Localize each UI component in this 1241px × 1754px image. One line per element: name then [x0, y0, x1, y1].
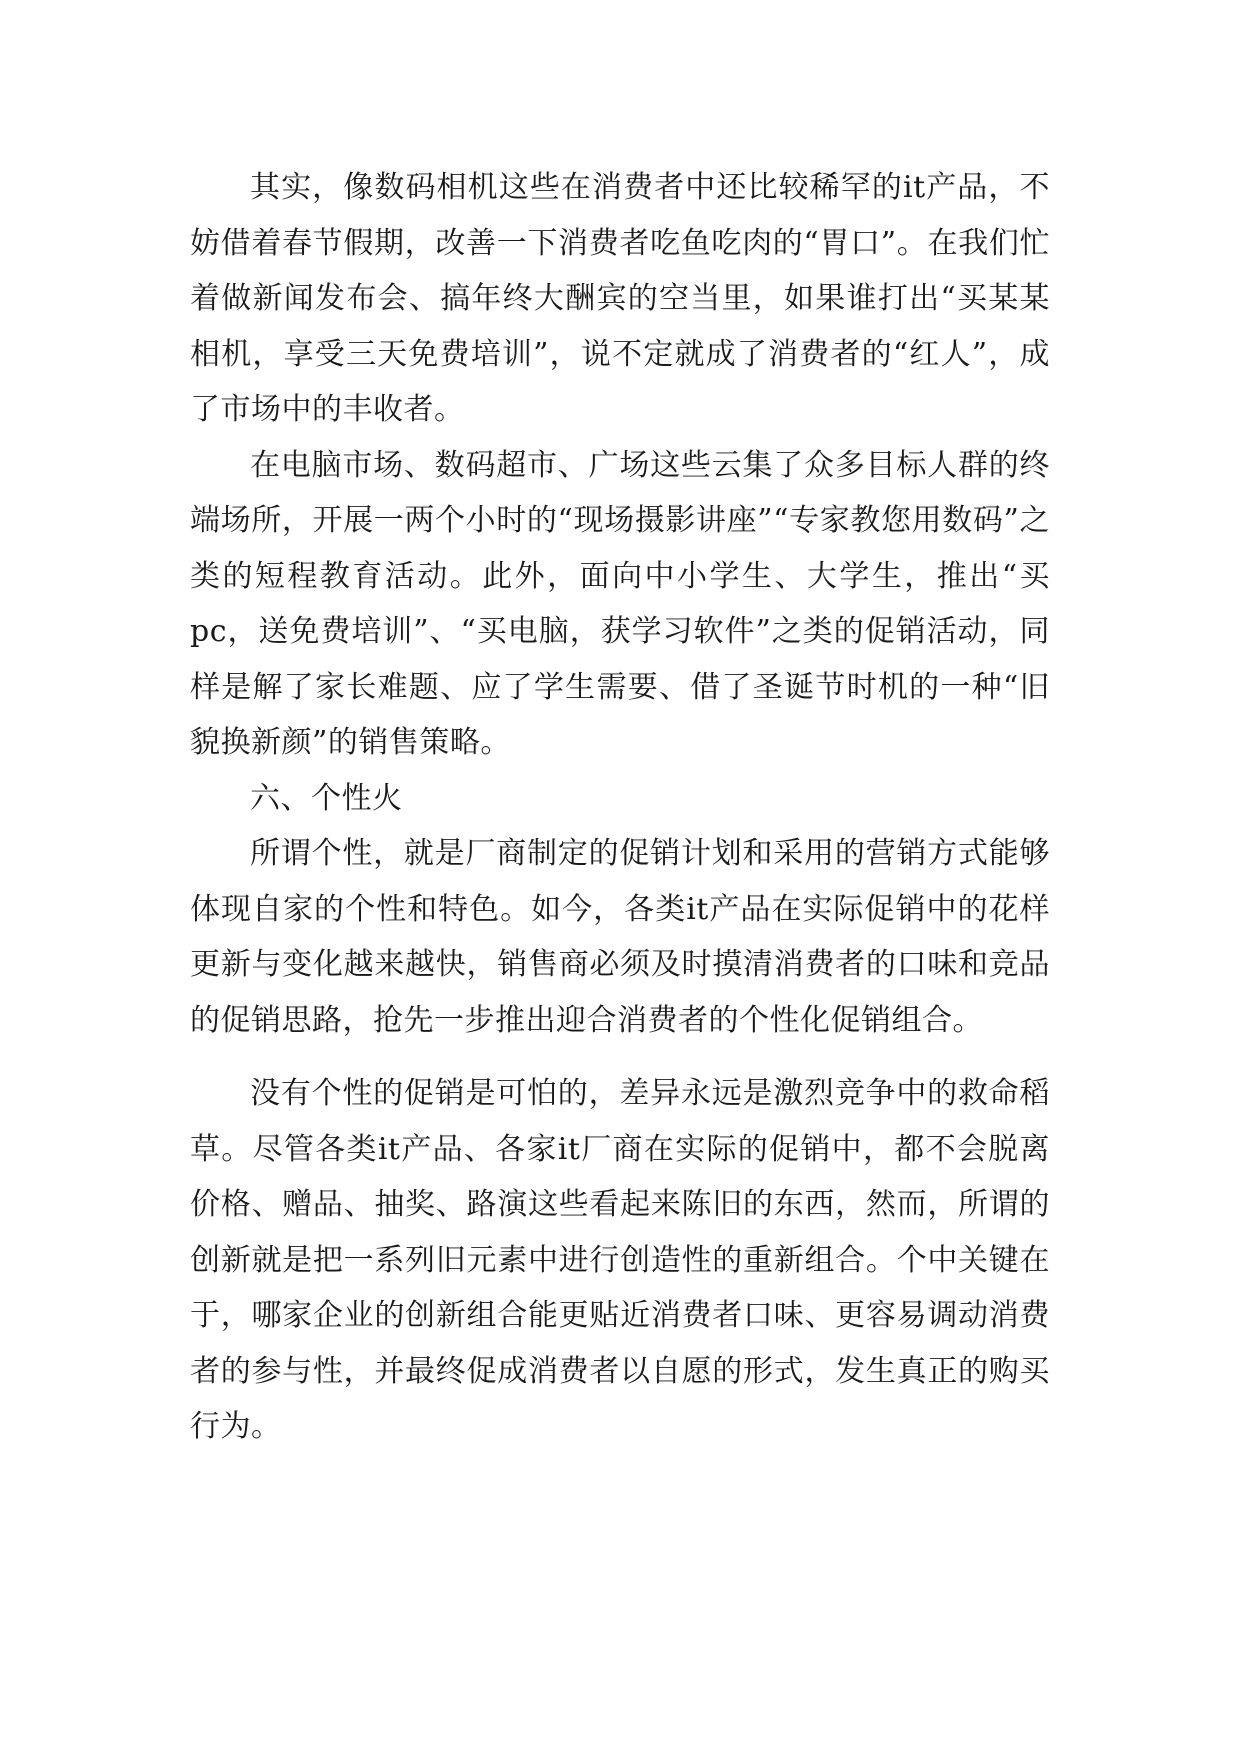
document-body: [190, 160, 1050, 1455]
paragraph-personality-definition: 所谓个性，就是厂商制定的促销计划和采用的营销方式能够体现自家的个性和特色。如今，各类it产品在实际促销中的花样更新与变化越来越快，销售商必须及时摸清消费者的口味和竞品的促销思路，抢先一步推出迎合消费者的个性化促销组合。: [190, 836, 1050, 1038]
paragraph-terminal-education: 在电脑市场、数码超市、广场这些云集了众多目标人群的终端场所，开展一两个小时的“现场摄影讲座”“专家教您用数码”之类的短程教育活动。此外，面向中小学生、大学生，推出“买pc，送免费培训”、“买电脑，获学习软件”之类的促销活动，同样是解了家长难题、应了学生需要、借了圣诞节时机的一种“旧貌换新颜”的销售策略。: [190, 447, 1050, 760]
paragraph-innovation-combination: 没有个性的促销是可怕的，差异永远是激烈竞争中的救命稻草。尽管各类it产品、各家it厂商在实际的促销中，都不会脱离价格、赠品、抽奖、路演这些看起来陈旧的东西，然而，所谓的创新就是把一系列旧元素中进行创造性的重新组合。个中关键在于，哪家企业的创新组合能更贴近消费者口味、更容易调动消费者的参与性，并最终促成消费者以自愿的形式，发生真正的购买行为。: [190, 1076, 1050, 1444]
paragraph-digital-camera-training: 其实，像数码相机这些在消费者中还比较稀罕的it产品，不妨借着春节假期，改善一下消费者吃鱼吃肉的“胃口”。在我们忙着做新闻发布会、搞年终大酬宾的空当里，如果谁打出“买某某相机，享受三天免费培训”，说不定就成了消费者的“红人”，成了市场中的丰收者。: [190, 170, 1050, 427]
section-heading-personality: 六、个性火: [250, 780, 403, 816]
